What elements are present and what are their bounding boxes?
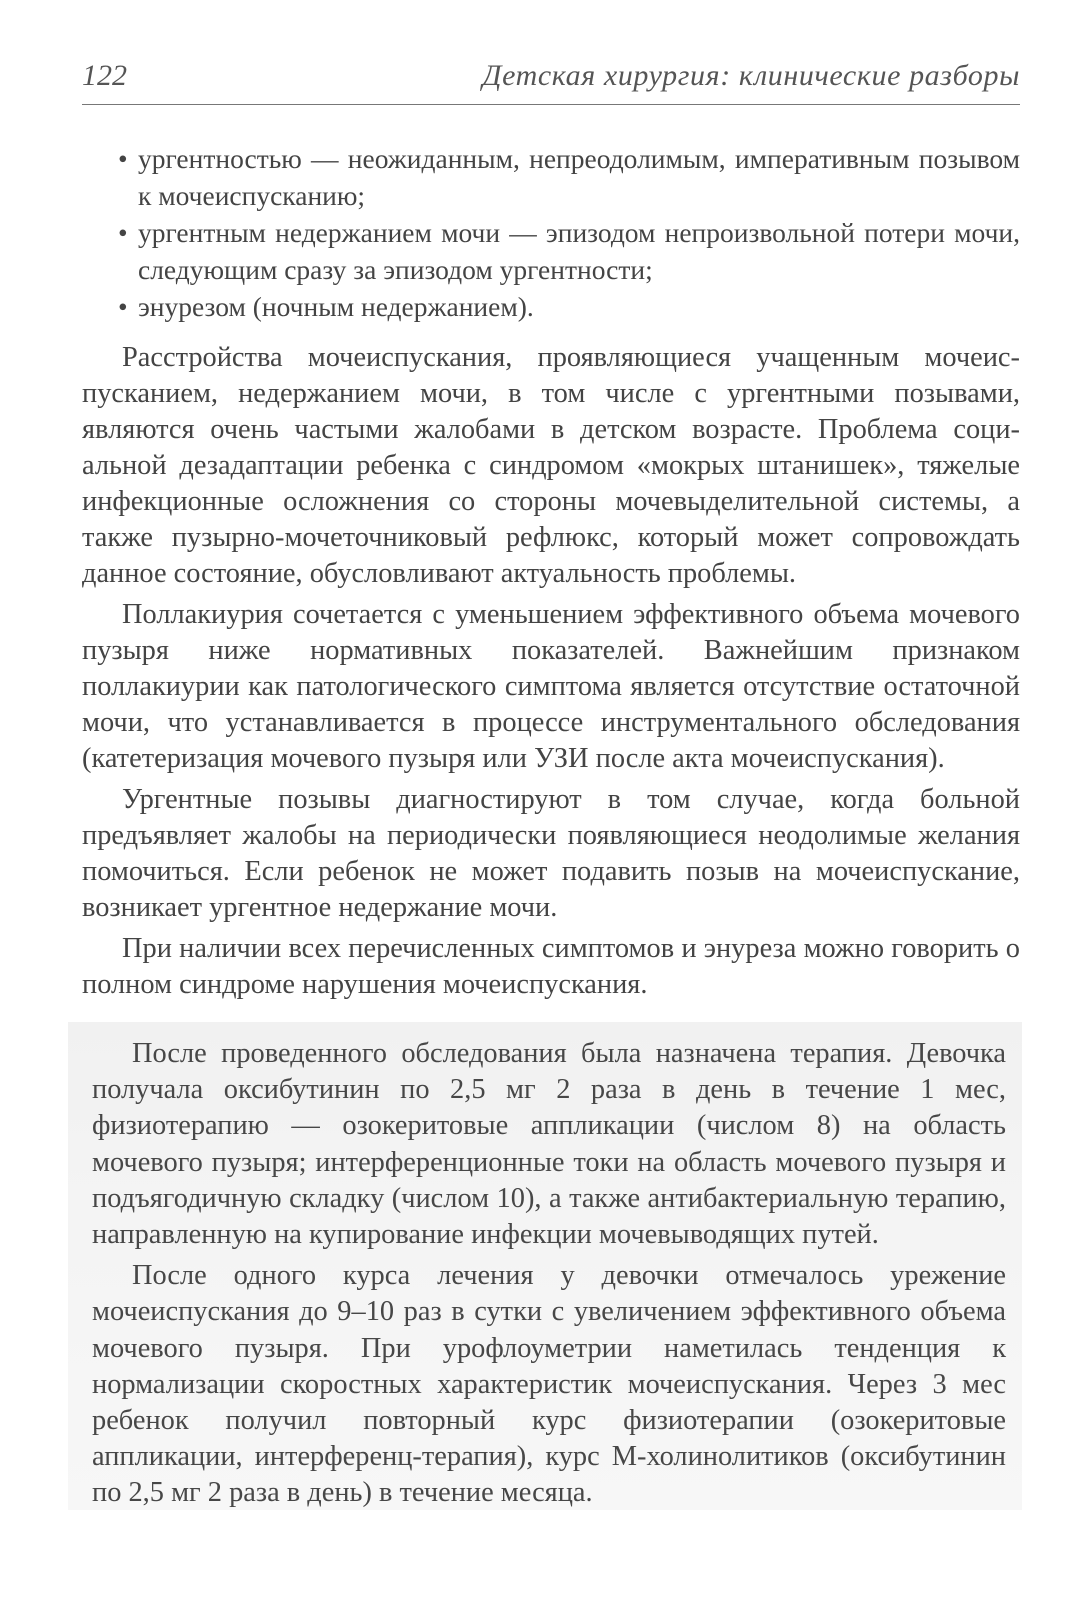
bullet-marker: • (118, 217, 128, 248)
list-item (82, 214, 1020, 288)
page-number: 122 (82, 59, 127, 92)
case-paragraph: После проведенного обследования была назначена терапия. Девочка получала оксибутинин по 2,5 мг 2 раза в день в течение 1 мес, физиотерапию — озокеритовые аппликации (числом 8) на область мочевого пузыря; интерференционные токи на область мочевого пузыря и подъягодичную складку (числом 10), а также антибактериальную терапию, направленную на купирование инфекции мочевыводящих путей. (92, 1038, 1006, 1251)
running-title: Детская хирургия: клинические разборы (482, 59, 1020, 92)
list-item-text: ургентным недержанием мочи — эпизодом непроизвольной потери мочи, следующим сразу за эпизодом ургентности; (138, 217, 1020, 285)
body-text (82, 340, 1020, 1008)
case-paragraph: После одного курса лечения у девочки отмечалось урежение мочеиспускания до 9–10 раз в сутки с увеличением эффективного объема мочевого пузыря. При урофлоуметрии наметилась тенденция к нормализации скоростных характеристик мочеиспускания. Через 3 мес ребенок получил повторный курс физиотерапии (озокеритовые аппликации, интерференц-терапия), курс М-холинолитиков (оксибутинин по 2,5 мг 2 раза в день) в течение месяца. (92, 1260, 1006, 1509)
header-divider (82, 104, 1020, 105)
symptom-list (82, 140, 1020, 325)
paragraph: Расстройства мочеиспускания, проявляющиеся учащенным мочеиспусканием, недержанием мочи, в том числе с ургентными позывами, являются очень частыми жалобами в детском возрасте. Проблема социальной дезадаптации ребенка с синдромом «мокрых штанишек», тяжелые инфекционные осложнения со стороны мочевыделительной системы, а также пузырно-мочеточниковый рефлюкс, который может сопровождать данное состояние, обусловливают актуальность проблемы. (82, 342, 1020, 589)
list-item-text: ургентностью — неожиданным, непреодолимым, императивным позывом к мочеиспусканию; (138, 143, 1020, 211)
paragraph: Ургентные позывы диагностируют в том случае, когда больной предъявляет жалобы на периодически появляющиеся неодолимые желания помочиться. Если ребенок не может подавить позыв на мочеиспускание, возникает ургентное недержание мочи. (82, 784, 1020, 923)
list-item-text: энурезом (ночным недержанием). (138, 291, 534, 322)
page-header (82, 55, 1020, 99)
bullet-marker: • (118, 291, 128, 322)
list-item (82, 288, 1020, 325)
paragraph: Поллакиурия сочетается с уменьшением эффективного объема мочевого пузыря ниже нормативных показателей. Важнейшим признаком поллакиурии как патологического симптома является отсутствие остаточной мочи, что устанавливается в процессе инструментального обследования (катетеризация мочевого пузыря или УЗИ после акта мочеиспускания). (82, 599, 1020, 774)
case-study-text (92, 1036, 1006, 1517)
list-item (82, 140, 1020, 214)
paragraph: При наличии всех перечисленных симптомов и энуреза можно говорить о полном синдроме нарушения мочеиспускания. (82, 933, 1020, 1000)
bullet-marker: • (118, 143, 128, 174)
